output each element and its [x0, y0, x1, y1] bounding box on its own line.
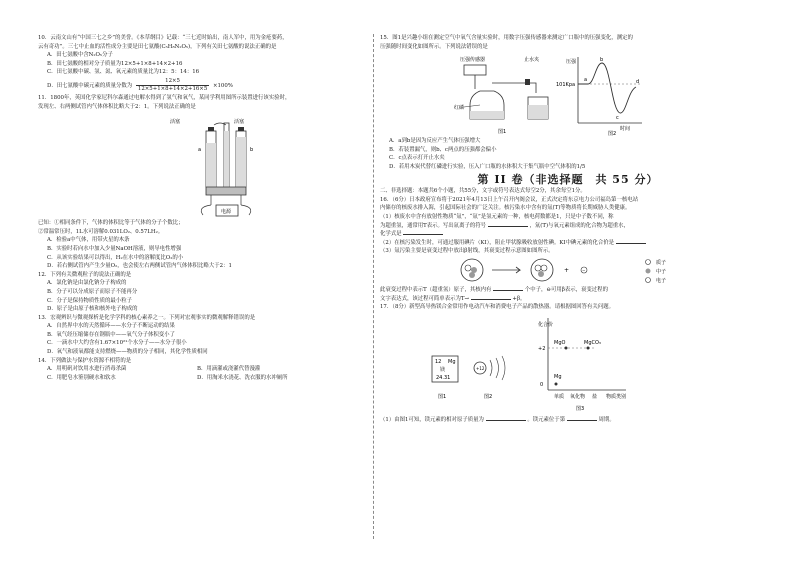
q11-option-c: C．从该实验结果可以得出，H₂在水中的溶解度比O₂的小: [47, 254, 184, 261]
point-mgco3: [587, 346, 590, 349]
q14-options-row-1: [47, 365, 370, 374]
point-a-label: a: [584, 77, 588, 84]
q13-option-a: A．自然界中水的天然循环——水分子不断运动的结果: [47, 323, 175, 330]
x-category-salt: 盐: [592, 393, 598, 400]
q12-stem: 12．下列有关微观粒子的说法正确的是: [38, 271, 132, 278]
fig2-x-label: 时间: [620, 126, 631, 133]
answer-blank[interactable]: [471, 299, 511, 300]
answer-blank[interactable]: [403, 234, 443, 235]
q17-sub1-a: （1）由图1可知，镁元素的相对原子质量为: [380, 416, 484, 423]
left-plug-label: 活塞: [170, 119, 181, 126]
phosphorus-label: 红磷: [454, 105, 465, 112]
q15-option-c: C．c点表示打开止水夹: [389, 155, 445, 162]
pressure-curve: [578, 63, 636, 113]
q16-sub1-text-c: 化学式是: [380, 231, 402, 238]
q11-note-2: ②常温常压时，1L水可溶解0.031LO₂、0.57LH₂。: [38, 228, 164, 235]
question-12: [38, 271, 370, 314]
q11-option-d: D．若右侧试管内产生少量O₂，也会使左右两侧试管内气体体积比略大于2：1: [47, 263, 232, 270]
q11-note-1: 已知：①相同条件下，气体的体积比等于气体的分子个数比；: [38, 220, 184, 227]
q13-option-c: C．一滴水中大约含有1.67×10²¹个水分子——水分子很小: [47, 340, 187, 347]
question-13: [38, 314, 370, 357]
electron-shell: [496, 358, 499, 378]
q17-sub1-c: 周期。: [598, 416, 615, 423]
right-stopcock: [238, 127, 244, 131]
question-14: [38, 357, 370, 383]
q10-stem-line-1: 10．云南文山有“中国三七之乡”的美誉。《本草纲目》记载：“三七近时始出，南人军中，用为金疮要药，: [38, 35, 288, 41]
question-10: [38, 34, 370, 94]
q14-option-c: C．用肥皂水鉴别硬水和软水: [47, 374, 116, 381]
q15-option-d: D．若用木炭代替红磷进行实验，压入广口瓶的水体积大于集气瓶中空气体积的1/5: [389, 163, 586, 170]
tube-a-label: a: [198, 147, 202, 154]
q17-figures: [380, 312, 756, 416]
q13-option-d: D．氧气和液氧都能支持燃烧——物质的分子相同，其化学性质相同: [47, 349, 208, 356]
clamp: [525, 79, 530, 85]
clamp-label: 止水夹: [524, 57, 540, 64]
q12-option-b: B．分子可以分成原子而原子不能再分: [47, 288, 138, 295]
q10-option-a: A．田七氨酸中含N₂O₅分子: [47, 52, 113, 59]
q16-sub1-line-1: （1）核废水中含有放射性物质“氚”，“氚”是氢元素的一种，核电荷数都是1，只是中子数不同，称: [380, 213, 614, 220]
q14-option-b: B．用滴灌或浇灌代替漫灌: [197, 366, 261, 373]
question-16: [380, 196, 756, 303]
left-column: [38, 34, 370, 382]
fig2-baseline-label: 101Kpa: [556, 82, 576, 89]
q15-stem-line-1: 15．图1是兴趣小组在测定空气中氧气含量实验时，用数字压强传感器来测定广口瓶中的压强变化，测定的: [380, 35, 633, 41]
legend-electron-icon: [646, 277, 651, 282]
q15-option-a: A．a到b是因为反应产生气体压强增大: [389, 138, 481, 145]
q16-stem-line-2: 内储存的核废水排入海，引起国际社会的广泛关注。核污染水中含有的氚(T)等物质将长期威胁人类健康。: [380, 205, 631, 212]
question-11: [38, 94, 370, 271]
left-stopcock: [208, 127, 214, 131]
q16-sub1-text-b: ，氚(T)与氧元素组成的化合物为超重水，: [529, 222, 629, 229]
pressure-sensor-label: 压强传感器: [460, 57, 486, 64]
electrolysis-figure: [38, 111, 370, 219]
neutron-particle: [538, 271, 544, 277]
q15-diagram: [380, 51, 756, 137]
q11-option-a: A．检验a中气体，用带火星的木条: [47, 237, 130, 244]
q14-options-row-2: [47, 374, 370, 383]
q14-stem: 14．下列做法与保护水资源不相符的是: [38, 357, 132, 364]
question-17: [380, 303, 756, 424]
x-category-elemental: 单质: [554, 393, 565, 400]
q11-stem-line-2: 发现左、右两侧试管内气体体积比略大于2：1。下列说法正确的是: [38, 103, 196, 110]
q15-stem-line-2: 压强随时间变化如图所示。下列说法错误的是: [380, 43, 488, 50]
q12-option-a: A．氯化钠是由氯化钠分子构成的: [47, 280, 127, 287]
wire-loop-left: [201, 205, 211, 215]
q16-desc-line-1: [380, 286, 756, 295]
figure-2-caption: 图2: [608, 131, 617, 138]
right-tube-water: [236, 137, 246, 187]
atomic-number: 12: [435, 358, 442, 365]
q14-option-a: A．用明矾对饮用水进行消毒杀菌: [47, 366, 127, 373]
section-instruction: 二、非选择题：本题共6个小题，共55分，文字或符号表达式每空2分，其余每空1分。: [380, 188, 586, 195]
element-name: 镁: [440, 366, 446, 373]
label-mgo: MgO: [554, 339, 566, 346]
q10-option-d: [47, 77, 370, 94]
q10-stem-line-2: 云有奇功”。三七中止血的活性成分主要是田七氨酸(C₅H₈N₂O₅)，下列有关田七氨酸的说法正确的是: [38, 43, 277, 50]
q11-option-b: B．实验时若向水中加入少量NaOH溶液，则导电性增强: [47, 245, 182, 252]
answer-blank[interactable]: [493, 290, 523, 291]
q16-desc-b: 个中子，⊖可用β表示，衰变过程的: [524, 286, 608, 293]
figure-1-caption: 图1: [498, 129, 507, 136]
valence-axis-label: 化合价: [538, 321, 554, 328]
q16-stem-line-1: 16．（6分）日本政府宣布将于2021年4月13日上午召开内阁会议，正式决定将东京电力公司福岛第一核电站: [380, 196, 639, 203]
label-mgco3: MgCO₃: [584, 339, 601, 346]
wire-loop-right: [241, 205, 251, 215]
electron-shell: [502, 356, 505, 380]
electrolysis-diagram: [38, 111, 370, 219]
legend-electron: 电子: [656, 277, 667, 284]
proton-particle: [541, 265, 547, 271]
q16-desc-a: 此衰变过程中表示T（超重氢）原子，其核内有: [380, 286, 492, 293]
q10-option-c: C．田七氨酸中碳、氢、氮、氧元素的质量比为12：5：14：16: [47, 69, 200, 76]
valence-tick-plus2: +2: [538, 345, 546, 352]
q16-sub3: （3）氚污染主要是衰变过程中放出β射线，其衰变过程示意图如图所示。: [380, 248, 554, 255]
q17-diagram: [380, 312, 756, 416]
fraction-numerator: 12×5: [136, 78, 209, 86]
x-category-oxide: 氧化物: [570, 393, 586, 400]
question-15: [380, 34, 756, 172]
point-b-label: b: [600, 57, 604, 64]
q16-desc-d: +β。: [512, 295, 526, 302]
nuclear-charge: +12: [476, 365, 485, 371]
q15-figures: [380, 51, 756, 137]
q13-option-b: B．氧气经压缩储存在钢瓶中——氧气分子体积变小了: [47, 331, 175, 338]
right-plug-label: 活塞: [234, 119, 245, 126]
q16-sub1-text-a: 为超重氢，通常用T表示。写出氚离子的符号: [380, 222, 487, 229]
q17-stem: 17．（8分）新型高导热镁合金常用作电动汽车和消费电子产品的散热器。请根据图回答有关问题。: [380, 304, 614, 311]
q10-option-d-prefix: D．田七氨酸中碳元素的质量分数为: [47, 82, 133, 89]
electron-shell: [490, 360, 492, 376]
q14-option-d: D．用淘米水浇花、洗衣服的水冲厕所: [197, 374, 288, 381]
q16-sub1-line-3: [380, 230, 756, 239]
figure-3-caption: 图3: [576, 405, 585, 412]
figure-2-caption: 图2: [484, 393, 493, 400]
proton-particle: [535, 265, 541, 271]
flask-water: [470, 111, 504, 119]
answer-blank[interactable]: [567, 420, 597, 421]
decay-diagram: [380, 256, 756, 286]
answer-blank[interactable]: [486, 420, 526, 421]
q12-option-d: D．原子是由原子核和核外电子构成的: [47, 306, 138, 313]
fraction-denominator: 12×5+1×8+14×2+16×5: [137, 85, 208, 92]
neutron-particle: [469, 272, 475, 278]
point-d-label: d: [636, 79, 640, 86]
plus-sign: +: [564, 266, 570, 274]
tube-b-label: b: [250, 147, 254, 154]
decay-arrow: [492, 267, 520, 273]
electron-sign: −: [582, 267, 586, 273]
right-column: [380, 34, 756, 424]
atomic-mass: 24.31: [436, 374, 451, 381]
legend-neutron: 中子: [656, 268, 667, 275]
answer-blank[interactable]: [488, 226, 528, 227]
q10-option-b: B．田七氨酸的相对分子质量为12×5+1×8+14×2+16: [47, 60, 183, 67]
answer-blank[interactable]: [616, 243, 646, 244]
decay-figure: [380, 256, 756, 286]
left-tube-water: [206, 143, 216, 187]
column-divider: [373, 34, 375, 539]
q10-option-d-suffix: ×100%: [212, 82, 233, 89]
q10-fraction: [136, 78, 209, 93]
proton-particle: [465, 265, 471, 271]
legend-proton-icon: [646, 259, 651, 264]
q16-sub1-line-2: [380, 222, 756, 231]
center-tube-water: [224, 131, 229, 187]
valence-tick-zero: 0: [540, 381, 544, 388]
fig2-y-label: 压强: [566, 59, 577, 66]
beaker-water: [528, 105, 548, 119]
base-connector: [206, 187, 246, 195]
q16-sub2: [380, 239, 756, 248]
point-mg: [555, 382, 558, 385]
point-mgo: [565, 346, 568, 349]
label-mg: Mg: [554, 373, 562, 380]
q17-sub1-b: 。镁元素位于第: [527, 416, 566, 423]
q11-stem-line-1: 11．1800年，英国化学家尼科尔森通过电解水得到了氢气和氧气，某同学利用图所示装置进行该实验时，: [38, 94, 291, 101]
figure-1-caption: 图1: [438, 393, 447, 400]
q16-desc-line-2: [380, 295, 756, 304]
power-supply-label: 电源: [221, 209, 232, 216]
q16-sub2-text: （2）在核污染发生时，可通过服用碘片（KI），阻止甲状腺吸收放射性碘。KI中碘元素的化合价是: [380, 239, 615, 246]
pressure-sensor: [464, 65, 486, 75]
q17-sub1: [380, 416, 756, 425]
element-symbol: Mg: [448, 358, 456, 365]
point-c-label: c: [616, 115, 619, 122]
x-axis-label: 物质类别: [606, 393, 627, 400]
legend-proton: 质子: [656, 259, 667, 266]
q16-desc-c: 文字表达式，该过程可简单表示为T→: [380, 295, 469, 302]
legend-neutron-icon: [646, 268, 651, 273]
part-ii-title: 第 II 卷（非选择题 共 55 分）: [477, 172, 659, 186]
q15-option-b: B．若装置漏气，则b、c两点的压强都会偏小: [389, 146, 497, 153]
q12-option-c: C．分子是保持物质性质的最小粒子: [47, 297, 132, 304]
q13-stem: 13．宏观辨识与微观探析是化学学科的核心素养之一。下列对宏观事实的微观解释错误的是: [38, 314, 256, 321]
